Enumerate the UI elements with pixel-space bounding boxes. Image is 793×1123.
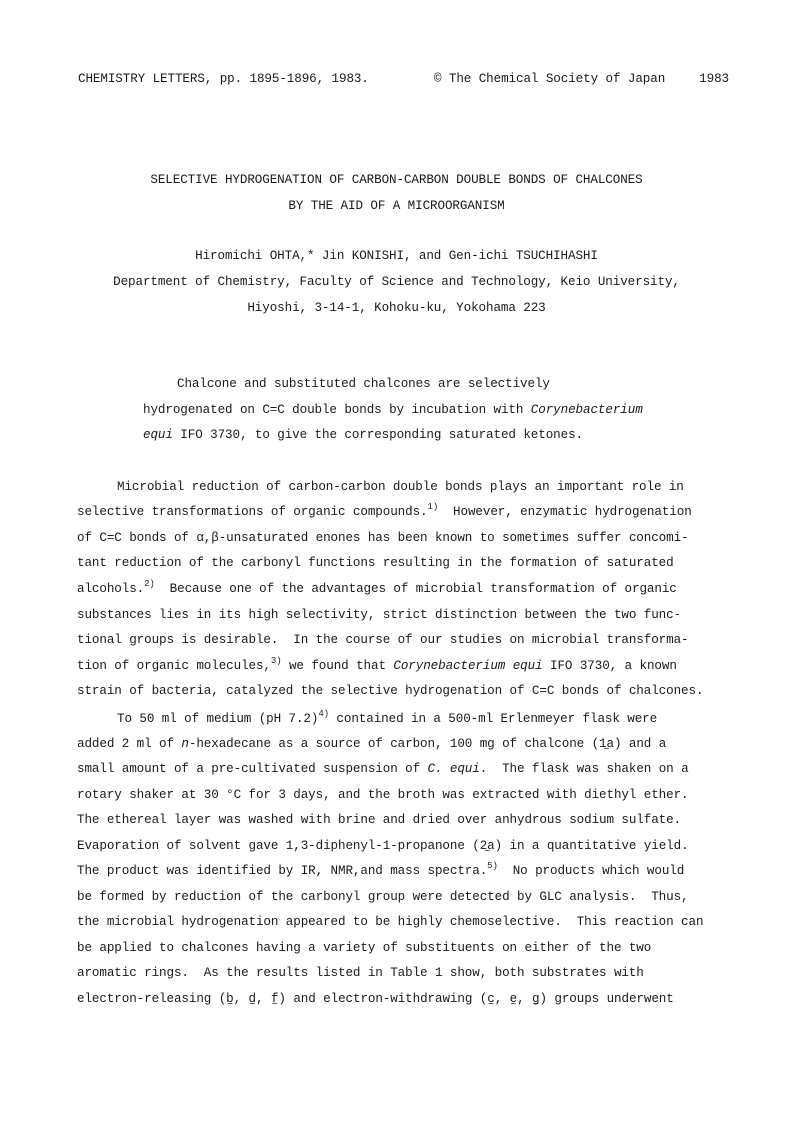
- body-line: The product was identified by IR, NMR,and mass spectra.$^{5)}$ No products which would: [77, 861, 685, 878]
- body-line: be applied to chalcones having a variety of substituents on either of the two: [77, 941, 652, 955]
- organism-name: Corynebacterium equi: [393, 659, 543, 673]
- body-line: selective transformations of organic compounds.$^{1)}$ However, enzymatic hydrogenation: [77, 502, 692, 519]
- journal-citation: CHEMISTRY LETTERS, pp. 1895-1896, 1983.: [78, 72, 369, 86]
- organism-name: Corynebacterium: [530, 403, 643, 417]
- body-line: tional groups is desirable. In the course of our studies on microbial transforma-: [77, 633, 689, 647]
- reference-marker: 3): [270, 656, 282, 666]
- copyright-notice: © The Chemical Society of Japan: [433, 72, 666, 86]
- body-line: the microbial hydrogenation appeared to be highly chemoselective. This reaction can: [77, 915, 704, 929]
- compound-label: b ~: [226, 992, 233, 1006]
- affiliation-line-1: Department of Chemistry, Faculty of Science and Technology, Keio University,: [113, 275, 680, 289]
- body-line: be formed by reduction of the carbonyl group were detected by GLC analysis. Thus,: [77, 890, 689, 904]
- compound-label: 1a ~: [599, 737, 614, 751]
- body-line: Microbial reduction of carbon-carbon double bonds plays an important role in: [117, 480, 684, 494]
- body-line: small amount of a pre-cultivated suspension of C. equi. The flask was shaken on a: [77, 762, 689, 776]
- affiliation-line-2: Hiyoshi, 3-14-1, Kohoku-ku, Yokohama 223: [247, 301, 546, 315]
- organism-name: equi: [143, 428, 173, 442]
- running-header: [78, 72, 729, 86]
- body-line: substances lies in its high selectivity, strict distinction between the two func-: [77, 608, 682, 622]
- body-line: rotary shaker at 30 °C for 3 days, and the broth was extracted with diethyl ether.: [77, 788, 689, 802]
- compound-label: 2a ~: [480, 839, 495, 853]
- body-line: tion of organic molecules,$^{3)}$ we found that Corynebacterium equi IFO 3730, a known: [77, 656, 677, 673]
- abstract-line: equi IFO 3730, to give the corresponding saturated ketones.: [143, 428, 584, 442]
- author-names: Hiromichi OHTA,* Jin KONISHI, and Gen-ichi TSUCHIHASHI: [195, 249, 598, 263]
- compound-label: f ~: [271, 992, 278, 1006]
- body-line: tant reduction of the carbonyl functions resulting in the formation of saturated: [77, 556, 674, 570]
- body-line: The ethereal layer was washed with brine and dried over anhydrous sodium sulfate.: [77, 813, 682, 827]
- compound-label: g ~: [532, 992, 539, 1006]
- reference-marker: 4): [318, 709, 329, 719]
- header-year: 1983: [699, 72, 729, 86]
- organism-name: C. equi: [427, 762, 480, 776]
- body-line: strain of bacteria, catalyzed the selective hydrogenation of C=C bonds of chalcones.: [77, 684, 704, 698]
- paper-title-line-2: BY THE AID OF A MICROORGANISM: [288, 199, 505, 213]
- compound-label: d ~: [249, 992, 256, 1006]
- compound-label: e ~: [510, 992, 517, 1006]
- body-line: added 2 ml of n-hexadecane as a source of carbon, 100 mg of chalcone (1a ~) and a: [77, 737, 666, 751]
- paper-title-line-1: SELECTIVE HYDROGENATION OF CARBON-CARBON DOUBLE BONDS OF CHALCONES: [150, 173, 643, 187]
- body-line: electron-releasing (b ~, d ~, f ~) and electron-withdrawing (c ~, e ~, g ~) groups underwent: [77, 992, 674, 1006]
- body-line: Evaporation of solvent gave 1,3-diphenyl-1-propanone (2a ~) in a quantitative yield.: [77, 839, 689, 853]
- body-line: To 50 ml of medium (pH 7.2)$^{4)}$ contained in a 500-ml Erlenmeyer flask were: [117, 709, 658, 726]
- reference-marker: 1): [427, 502, 439, 512]
- reference-marker: 5): [487, 861, 498, 871]
- abstract-line: hydrogenated on C=C double bonds by incubation with Corynebacterium: [143, 403, 643, 417]
- reference-marker: 2): [144, 579, 155, 589]
- body-line: alcohols.$^{2)}$ Because one of the advantages of microbial transformation of organic: [77, 579, 677, 596]
- compound-label: c ~: [487, 992, 494, 1006]
- body-line: of C=C bonds of α,β-unsaturated enones has been known to sometimes suffer concomi-: [77, 531, 689, 545]
- body-line: aromatic rings. As the results listed in Table 1 show, both substrates with: [77, 966, 644, 980]
- abstract-line: Chalcone and substituted chalcones are selectively: [177, 377, 550, 391]
